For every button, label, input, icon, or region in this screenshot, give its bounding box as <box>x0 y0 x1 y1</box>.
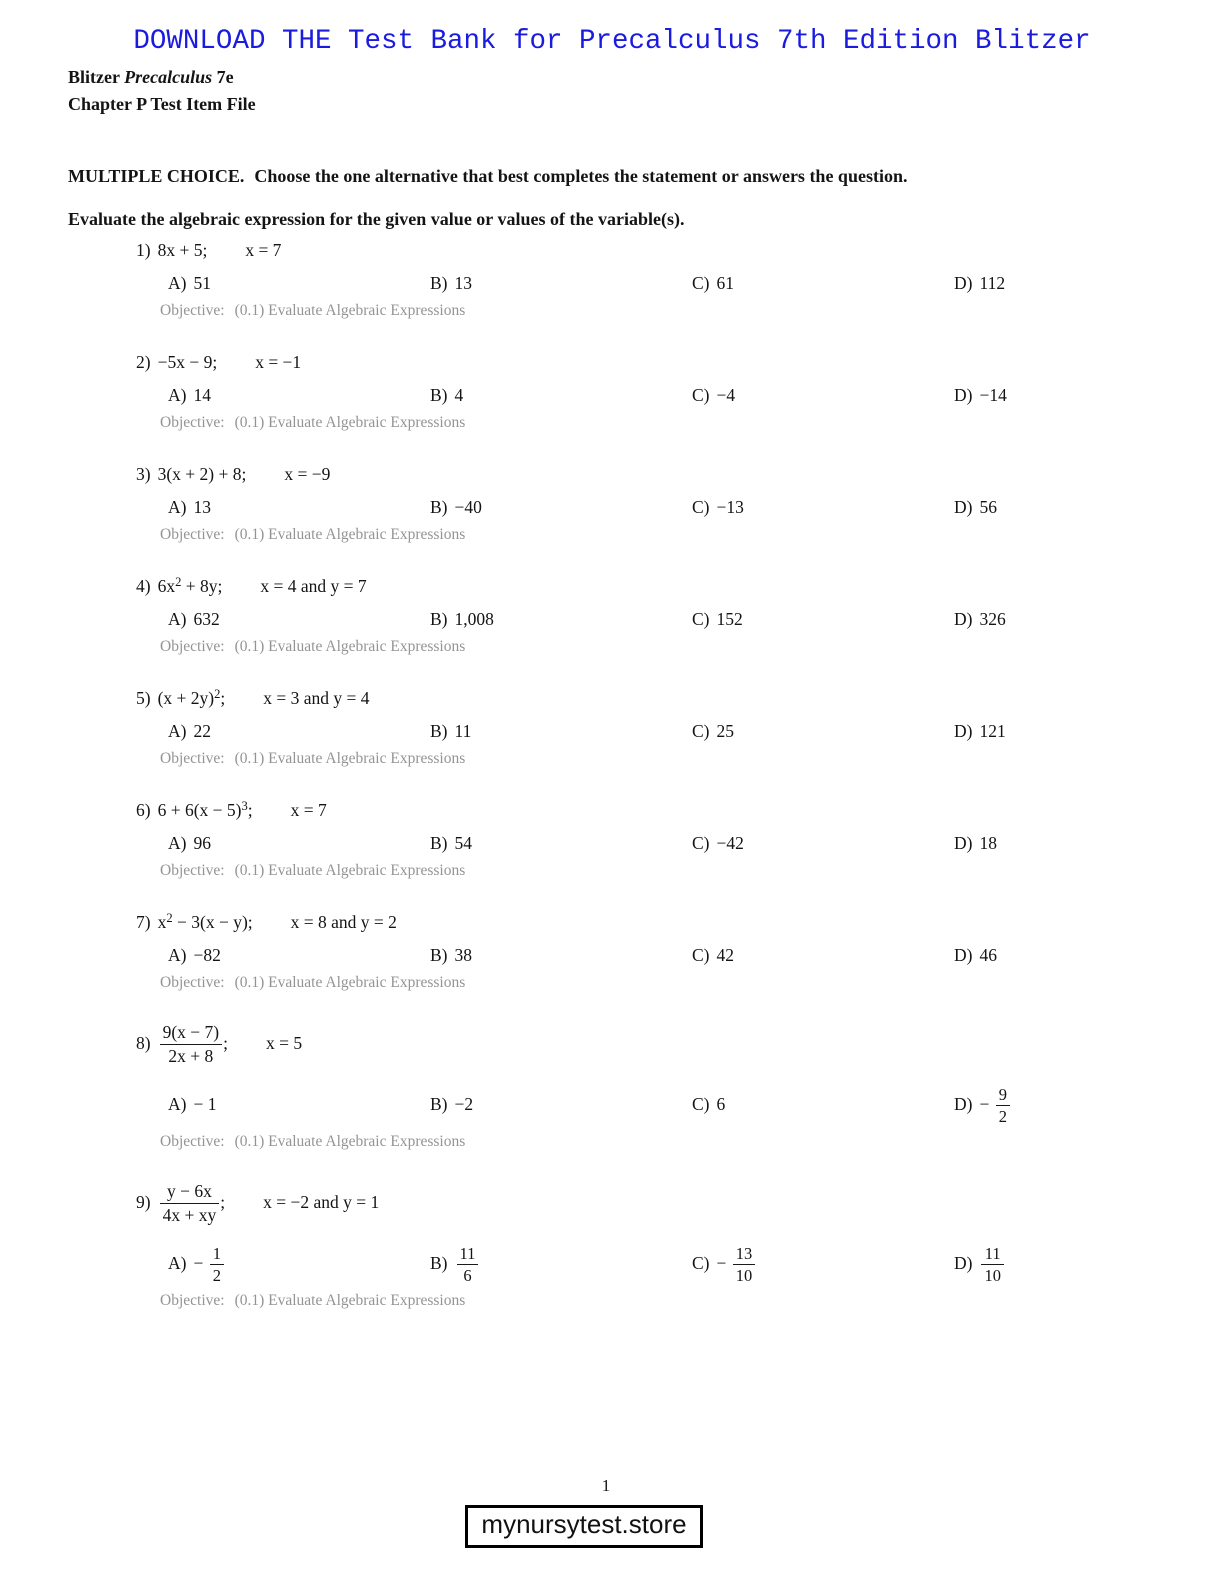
fraction <box>733 1243 756 1286</box>
choice-option <box>430 942 692 968</box>
choice-value: −82 <box>193 945 221 965</box>
question-condition: x = −1 <box>255 352 302 372</box>
instructions-text: Choose the one alternative that best completes the statement or answers the question. <box>254 166 908 186</box>
objective-text: (0.1) Evaluate Algebraic Expressions <box>234 1133 466 1150</box>
choice-option <box>692 1091 954 1117</box>
choice-value: 96 <box>193 833 211 853</box>
choice-label: B) <box>430 385 448 405</box>
choice-option <box>430 830 692 856</box>
choice-value: 61 <box>716 273 734 293</box>
fraction-numerator: 1 <box>212 1244 221 1263</box>
question-block <box>136 1021 1224 1153</box>
choice-option <box>168 942 430 968</box>
objective-label: Objective: <box>160 414 225 431</box>
question-condition: x = 8 and y = 2 <box>290 912 397 932</box>
choices-row <box>168 270 1224 296</box>
objective-label: Objective: <box>160 974 225 991</box>
choice-label: B) <box>430 1252 448 1273</box>
question-number: 9) <box>136 1191 151 1212</box>
objective-line <box>160 972 1224 994</box>
choices-row <box>168 382 1224 408</box>
instructions-line <box>68 164 1224 188</box>
choice-value: 6 <box>716 1093 726 1114</box>
question-block <box>136 797 1224 882</box>
question-expression: $6 + 6(x - 5)^3$; <box>157 799 253 820</box>
choice-option <box>168 1091 430 1117</box>
choice-option <box>954 1243 1216 1286</box>
question-line <box>136 1180 1224 1227</box>
question-expression: 3(x + 2) + 8; <box>157 464 247 484</box>
choice-value: 42 <box>716 945 734 965</box>
question-block <box>136 685 1224 770</box>
choice-label: D) <box>954 1093 973 1114</box>
question-expression: 8x + 5; <box>157 240 208 260</box>
choice-value: 51 <box>193 273 211 293</box>
question-condition: x = 7 <box>290 800 327 820</box>
choice-label: B) <box>430 945 448 965</box>
choice-label: C) <box>692 721 710 741</box>
choice-label: A) <box>168 273 187 293</box>
choice-value: 54 <box>454 833 472 853</box>
objective-text: (0.1) Evaluate Algebraic Expressions <box>234 414 466 431</box>
choice-value: − $\frac{13}{10}$ <box>717 1253 758 1273</box>
choice-value: 152 <box>716 609 743 629</box>
question-line <box>136 349 1224 375</box>
objective-text: (0.1) Evaluate Algebraic Expressions <box>234 1292 466 1309</box>
exponent: 3 <box>241 799 248 814</box>
choice-value: −4 <box>716 385 736 405</box>
question-number: 2) <box>136 352 151 372</box>
choice-label: B) <box>430 497 448 517</box>
fraction-denominator: 6 <box>457 1264 479 1286</box>
choice-label: B) <box>430 609 448 629</box>
fraction-denominator: 10 <box>733 1264 756 1286</box>
fraction <box>160 1180 220 1227</box>
choice-option <box>168 1243 430 1286</box>
fraction-numerator: 13 <box>735 1244 753 1263</box>
choice-option <box>692 718 954 744</box>
choice-option <box>430 606 692 632</box>
choice-value: 13 <box>454 273 472 293</box>
objective-line <box>160 860 1224 882</box>
choices-row <box>168 494 1224 520</box>
book-header <box>68 64 1224 118</box>
question-expression: $(x + 2y)^2$; <box>157 687 226 708</box>
choice-value: −14 <box>979 385 1007 405</box>
question-block <box>136 237 1224 322</box>
choice-option <box>692 270 954 296</box>
question-condition: x = 4 and y = 7 <box>260 576 367 596</box>
choice-label: D) <box>954 721 973 741</box>
choice-option <box>430 718 692 744</box>
question-condition: x = 7 <box>245 240 282 260</box>
choice-option <box>168 718 430 744</box>
choice-option <box>430 494 692 520</box>
choice-label: C) <box>692 1093 710 1114</box>
choice-label: D) <box>954 273 973 293</box>
choice-label: D) <box>954 385 973 405</box>
chapter-line: Chapter P Test Item File <box>68 94 256 114</box>
choice-value: 38 <box>454 945 472 965</box>
fraction-numerator: 9 <box>998 1085 1007 1104</box>
choice-option <box>430 382 692 408</box>
book-edition: 7e <box>216 67 234 87</box>
choice-value: 22 <box>193 721 211 741</box>
choice-label: A) <box>168 721 187 741</box>
choice-option <box>168 606 430 632</box>
objective-line <box>160 1290 1224 1312</box>
objective-text: (0.1) Evaluate Algebraic Expressions <box>234 750 466 767</box>
question-block <box>136 1180 1224 1312</box>
choice-option <box>954 270 1216 296</box>
question-line <box>136 797 1224 823</box>
question-number: 4) <box>136 576 151 596</box>
choice-label: C) <box>692 833 710 853</box>
question-block <box>136 461 1224 546</box>
choice-label: C) <box>692 1252 710 1273</box>
choice-value: 121 <box>979 721 1006 741</box>
choice-value: 18 <box>979 833 997 853</box>
fraction-denominator: 10 <box>981 1264 1004 1286</box>
choice-label: C) <box>692 385 710 405</box>
fraction <box>981 1243 1004 1286</box>
choice-option <box>954 830 1216 856</box>
question-line <box>136 461 1224 487</box>
question-line <box>136 237 1224 263</box>
choice-value: 13 <box>193 497 211 517</box>
choice-option <box>168 382 430 408</box>
book-title: Precalculus <box>124 67 213 87</box>
objective-text: (0.1) Evaluate Algebraic Expressions <box>234 974 466 991</box>
choice-option <box>954 382 1216 408</box>
choice-value: 4 <box>454 385 464 405</box>
fraction <box>996 1084 1010 1127</box>
choice-option <box>168 270 430 296</box>
question-condition: x = 3 and y = 4 <box>263 688 370 708</box>
choice-value: 11 <box>454 721 472 741</box>
choice-label: D) <box>954 833 973 853</box>
choice-option <box>954 942 1216 968</box>
objective-text: (0.1) Evaluate Algebraic Expressions <box>234 638 466 655</box>
question-line <box>136 909 1224 935</box>
objective-line <box>160 748 1224 770</box>
question-number: 6) <box>136 800 151 820</box>
choice-value: − $\frac{9}{2}$ <box>979 1094 1012 1114</box>
exponent: 2 <box>214 687 221 702</box>
choices-row <box>168 606 1224 632</box>
fraction-numerator: y − 6x <box>166 1181 212 1201</box>
page-number: 1 <box>601 1476 611 1495</box>
fraction-denominator: 4x + xy <box>160 1203 220 1227</box>
objective-label: Objective: <box>160 750 225 767</box>
choice-option <box>692 942 954 968</box>
choice-option <box>692 606 954 632</box>
choice-label: C) <box>692 945 710 965</box>
question-line <box>136 573 1224 599</box>
choice-label: C) <box>692 497 710 517</box>
choice-value: −42 <box>716 833 744 853</box>
fraction-denominator: 2x + 8 <box>160 1044 223 1068</box>
question-number: 3) <box>136 464 151 484</box>
question-condition: x = 5 <box>265 1032 303 1053</box>
page-footer <box>0 1476 1224 1548</box>
objective-line <box>160 412 1224 434</box>
choice-label: A) <box>168 833 187 853</box>
choice-label: A) <box>168 609 187 629</box>
question-number: 7) <box>136 912 151 932</box>
choice-value: 56 <box>979 497 997 517</box>
choice-label: B) <box>430 273 448 293</box>
instructions-label: MULTIPLE CHOICE. <box>68 166 245 186</box>
choice-label: A) <box>168 385 187 405</box>
choice-option <box>954 606 1216 632</box>
question-number: 8) <box>136 1032 151 1053</box>
choice-option <box>430 1091 692 1117</box>
choice-value <box>455 1244 481 1285</box>
question-expression: $\frac{y - 6x}{4x + xy}$ ; <box>158 1192 226 1212</box>
choice-value: 112 <box>979 273 1006 293</box>
choices-row <box>168 718 1224 744</box>
choices-row <box>168 1243 1224 1286</box>
download-banner-link[interactable]: DOWNLOAD THE Test Bank for Precalculus 7th Edition Blitzer <box>133 26 1091 57</box>
question-expression: $6x^2 + 8y$; <box>157 575 223 596</box>
choice-value: 1,008 <box>454 609 494 629</box>
objective-line <box>160 524 1224 546</box>
objective-line <box>160 300 1224 322</box>
choice-label: B) <box>430 1093 448 1114</box>
choices-row <box>168 830 1224 856</box>
choice-value: 632 <box>193 609 220 629</box>
questions-list <box>136 237 1224 1312</box>
choice-value: 46 <box>979 945 997 965</box>
question-number: 1) <box>136 240 151 260</box>
choice-option <box>168 494 430 520</box>
choice-value: −2 <box>454 1093 474 1114</box>
fraction-numerator: 11 <box>984 1244 1001 1263</box>
exponent: 2 <box>166 911 173 926</box>
fraction-numerator: 11 <box>459 1244 476 1263</box>
choice-value: 25 <box>716 721 734 741</box>
objective-text: (0.1) Evaluate Algebraic Expressions <box>234 302 466 319</box>
question-block <box>136 573 1224 658</box>
objective-label: Objective: <box>160 638 225 655</box>
book-title-line <box>68 64 1224 91</box>
choice-option <box>430 1243 692 1286</box>
fraction <box>457 1243 479 1286</box>
choice-label: B) <box>430 721 448 741</box>
fraction <box>160 1021 223 1068</box>
choice-option <box>954 494 1216 520</box>
choice-value: − $\frac{1}{2}$ <box>193 1253 226 1273</box>
choice-option <box>692 830 954 856</box>
book-author: Blitzer <box>68 67 120 87</box>
objective-label: Objective: <box>160 1133 225 1150</box>
choices-row <box>168 942 1224 968</box>
choice-value: −13 <box>716 497 744 517</box>
exponent: 2 <box>175 575 182 590</box>
fraction-numerator: 9(x − 7) <box>162 1022 220 1042</box>
objective-line <box>160 1131 1224 1153</box>
choice-option <box>430 270 692 296</box>
choice-option <box>954 1084 1216 1127</box>
choice-label: D) <box>954 1252 973 1273</box>
choice-value: −40 <box>454 497 482 517</box>
question-expression: $\frac{9(x - 7)}{2x + 8}$ ; <box>158 1033 228 1053</box>
objective-label: Objective: <box>160 862 225 879</box>
choice-option <box>692 494 954 520</box>
fraction-denominator: 2 <box>996 1105 1010 1127</box>
choice-option <box>692 382 954 408</box>
choice-label: A) <box>168 497 187 517</box>
objective-label: Objective: <box>160 1292 225 1309</box>
choice-option <box>954 718 1216 744</box>
choice-label: C) <box>692 273 710 293</box>
choice-label: A) <box>168 945 187 965</box>
question-condition: x = −2 and y = 1 <box>263 1191 380 1212</box>
objective-line <box>160 636 1224 658</box>
choice-option <box>692 1243 954 1286</box>
objective-label: Objective: <box>160 302 225 319</box>
fraction <box>210 1243 224 1286</box>
objective-text: (0.1) Evaluate Algebraic Expressions <box>234 526 466 543</box>
fraction-denominator: 2 <box>210 1264 224 1286</box>
choices-row <box>168 1084 1224 1127</box>
question-expression: −5x − 9; <box>157 352 218 372</box>
choice-option <box>168 830 430 856</box>
question-block <box>136 909 1224 994</box>
choice-value: 14 <box>193 385 211 405</box>
footer-site-link[interactable]: mynursytest.store <box>465 1505 702 1548</box>
choice-label: D) <box>954 609 973 629</box>
choice-label: D) <box>954 497 973 517</box>
choice-label: A) <box>168 1252 187 1273</box>
choice-label: B) <box>430 833 448 853</box>
question-condition: x = −9 <box>284 464 331 484</box>
choice-label: C) <box>692 609 710 629</box>
question-block <box>136 349 1224 434</box>
objective-text: (0.1) Evaluate Algebraic Expressions <box>234 862 466 879</box>
question-number: 5) <box>136 688 151 708</box>
choice-value: − 1 <box>193 1093 217 1114</box>
objective-label: Objective: <box>160 526 225 543</box>
choice-value: 326 <box>979 609 1006 629</box>
section-heading: Evaluate the algebraic expression for the given value or values of the variable(s). <box>68 209 685 229</box>
choice-label: A) <box>168 1093 187 1114</box>
question-line <box>136 685 1224 711</box>
choice-label: D) <box>954 945 973 965</box>
question-expression: $x^2 - 3(x - y)$; <box>157 911 253 932</box>
question-line <box>136 1021 1224 1068</box>
choice-value <box>979 1244 1006 1285</box>
